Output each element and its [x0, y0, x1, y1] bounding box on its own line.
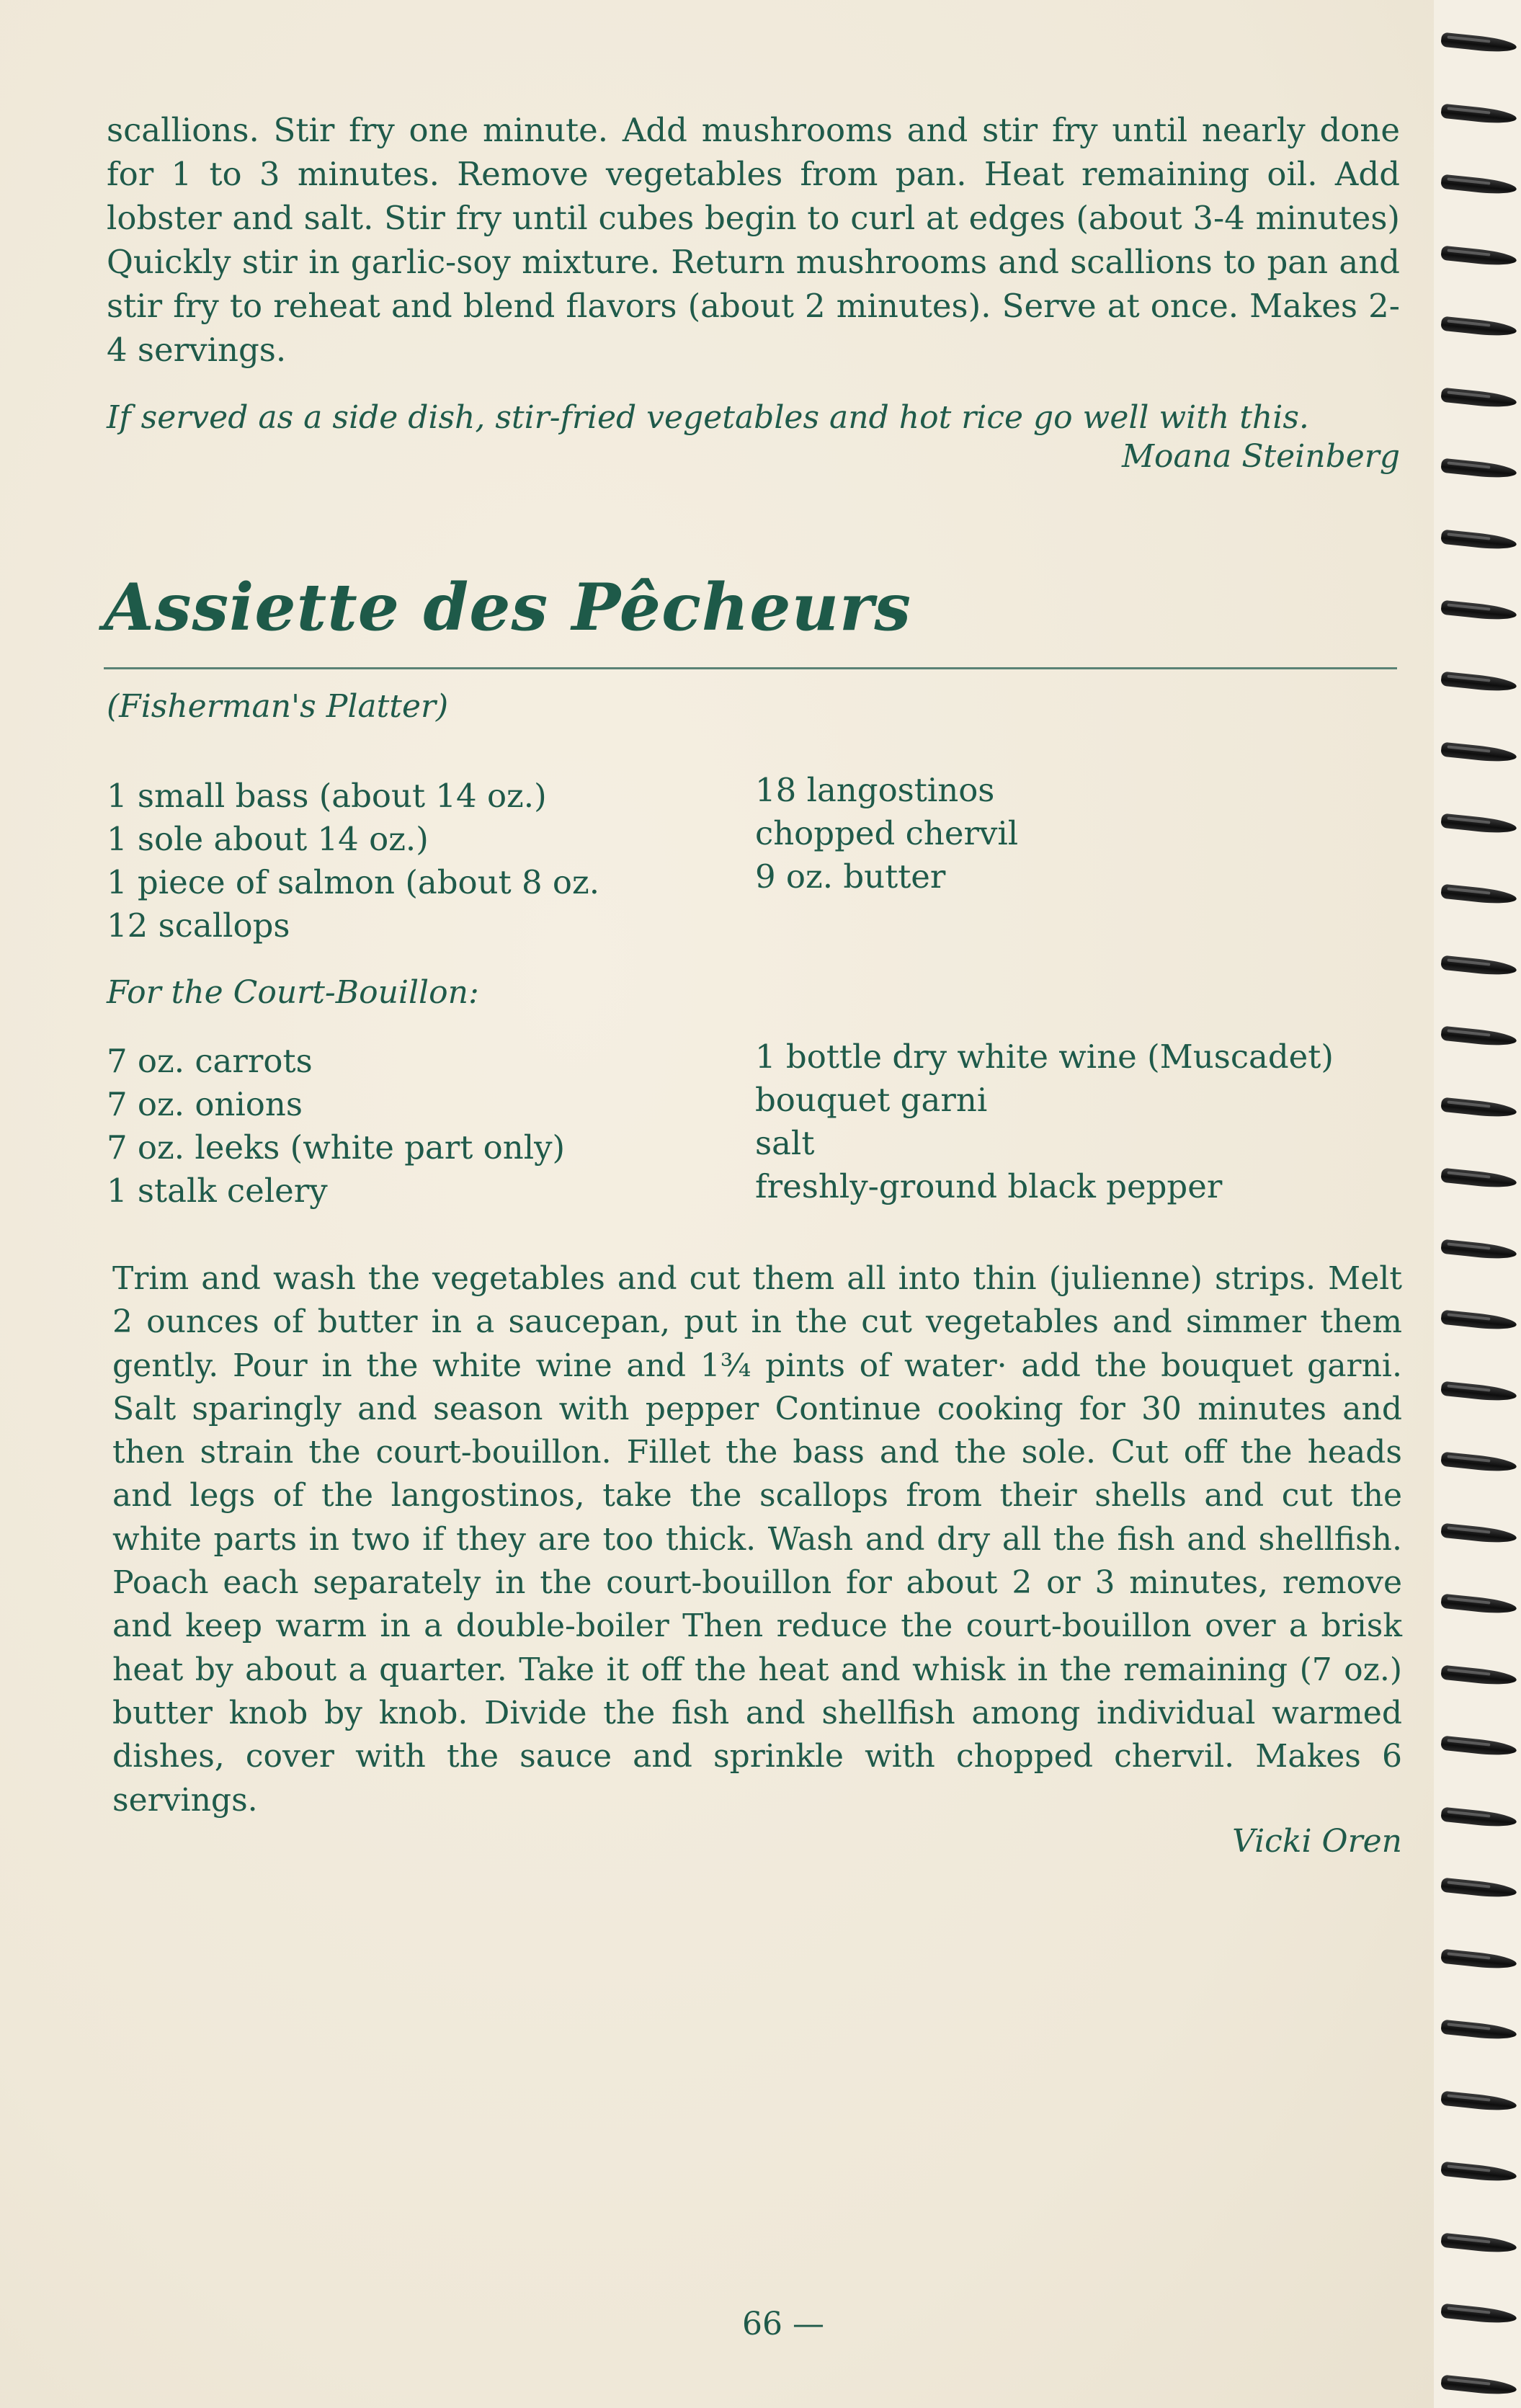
court-right-column	[755, 1035, 1334, 1213]
ingredient-item: 18 langostinos	[755, 771, 995, 809]
ingredient-item: 1 small bass (about 14 oz.)	[107, 777, 547, 815]
ingredient-item: 1 sole about 14 oz.)	[107, 820, 429, 858]
binding-coil	[1440, 1736, 1517, 1758]
binding-coil	[1440, 174, 1517, 197]
serving-note-block	[107, 398, 1400, 476]
binding-coil	[1440, 1168, 1517, 1190]
binding-coil	[1440, 813, 1517, 835]
binding-coil	[1440, 600, 1517, 623]
ingredients-list	[107, 771, 1400, 947]
ingredients-left-column	[107, 775, 755, 947]
binding-coil	[1440, 1381, 1517, 1403]
ingredient-item: salt	[755, 1124, 815, 1162]
court-left-column	[107, 1040, 755, 1213]
binding-coil	[1440, 1452, 1517, 1474]
binding-coil	[1440, 2374, 1517, 2396]
binding-coil	[1440, 387, 1517, 409]
binding-coil	[1440, 1239, 1517, 1261]
binding-coil	[1440, 316, 1517, 339]
binding-coil	[1440, 2090, 1517, 2113]
binding-coil	[1440, 671, 1517, 693]
binding-coil	[1440, 1097, 1517, 1119]
title-divider	[104, 667, 1397, 669]
ingredient-item: 7 oz. carrots	[107, 1042, 313, 1080]
ingredient-item: bouquet garni	[755, 1081, 988, 1119]
page-number: 66 —	[742, 2306, 824, 2342]
serving-note: If served as a side dish, stir-fried vegetables and hot rice go well with this.	[107, 399, 1309, 436]
binding-coil	[1440, 1522, 1517, 1545]
ingredient-item: chopped chervil	[755, 814, 1019, 852]
binding-coil	[1440, 2020, 1517, 2042]
binding-coil	[1440, 955, 1517, 977]
spiral-binding	[1434, 0, 1521, 2408]
binding-coil	[1440, 2304, 1517, 2326]
binding-coil	[1440, 103, 1517, 125]
binding-coil	[1440, 245, 1517, 267]
binding-coil	[1440, 458, 1517, 481]
author-vicki: Vicki Oren	[1232, 1822, 1402, 1860]
method-paragraph: Trim and wash the vegetables and cut them all into thin (julienne) strips. Melt 2 ounces of butter in a saucepan, put in the cut vegetables and simmer them gently. Pour in the white wine and 1¾ pints of water· add the bouquet garni. Salt sparingly and season with pepper Continue cooking for 30 minutes and then strain the court-bouillon. Fillet the bass and the sole. Cut off the heads and legs of the langostinos, take the scallops from their shells and cut the white parts in two if they are too thick. Wash and dry all the fish and shellfish. Poach each separately in the court-bouillon for about 2 or 3 minutes, remove and keep warm in a double-boiler Then reduce the court-bouillon over a brisk heat by about a quarter. Take it off the heat and whisk in the remaining (7 oz.) butter knob by knob. Divide the fish and shellfish among individual warmed dishes, cover with the sauce and sprinkle with chopped chervil. Makes 6 servings.	[112, 1260, 1402, 1819]
court-bouillon-heading: For the Court-Bouillon:	[107, 974, 479, 1011]
intro-block	[107, 108, 1400, 372]
ingredient-item: 7 oz. onions	[107, 1085, 303, 1123]
binding-coil	[1440, 884, 1517, 906]
binding-coil	[1440, 32, 1517, 55]
court-bouillon-list	[107, 1040, 1400, 1213]
method-block	[112, 1257, 1402, 1861]
binding-coil	[1440, 1310, 1517, 1332]
ingredient-item: 1 piece of salmon (about 8 oz.	[107, 863, 600, 901]
binding-coil	[1440, 529, 1517, 551]
ingredient-item: 1 bottle dry white wine (Muscadet)	[755, 1038, 1334, 1076]
binding-coil	[1440, 2162, 1517, 2184]
recipe-subtitle: (Fisherman's Platter)	[107, 688, 449, 725]
binding-coil	[1440, 742, 1517, 764]
binding-coil	[1440, 2232, 1517, 2255]
ingredient-item: freshly-ground black pepper	[755, 1167, 1223, 1205]
ingredient-item: 12 scallops	[107, 906, 290, 945]
ingredient-item: 7 oz. leeks (white part only)	[107, 1128, 566, 1167]
ingredient-item: 1 stalk celery	[107, 1172, 328, 1210]
binding-coil	[1440, 1664, 1517, 1687]
binding-coil	[1440, 1806, 1517, 1829]
binding-coil	[1440, 1594, 1517, 1616]
intro-paragraph: scallions. Stir fry one minute. Add mushrooms and stir fry until nearly done for 1 to 3 minutes. Remove vegetables from pan. Heat remaining oil. Add lobster and salt. Stir fry until cubes begin to curl at edges (about 3-4 minutes) Quickly stir in garlic-soy mixture. Return mushrooms and scallions to pan and stir fry to reheat and blend flavors (about 2 minutes). Serve at once. Makes 2-4 servings.	[107, 111, 1400, 369]
ingredient-item: 9 oz. butter	[755, 857, 946, 896]
author-moana: Moana Steinberg	[1121, 438, 1400, 475]
binding-coil	[1440, 1878, 1517, 1900]
binding-coil	[1440, 1948, 1517, 1971]
binding-coil	[1440, 1026, 1517, 1048]
ingredients-right-column	[755, 769, 1018, 947]
recipe-title: Assiette des Pêcheurs	[104, 569, 912, 646]
